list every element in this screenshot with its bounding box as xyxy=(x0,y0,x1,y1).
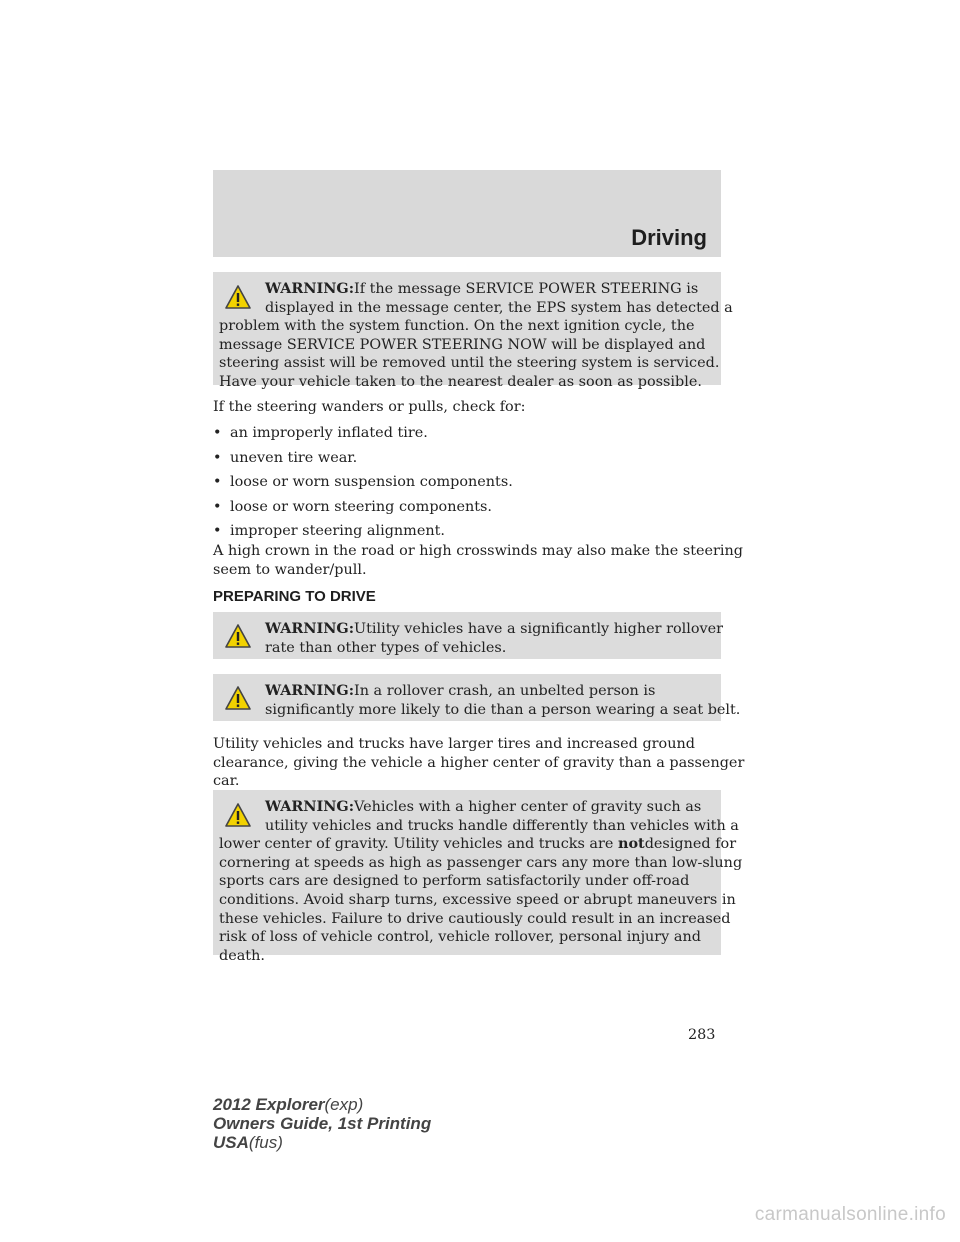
footer-guide: Owners Guide, 1st Printing xyxy=(213,1114,432,1133)
warning-triangle-icon xyxy=(224,284,252,310)
footer-market: USA xyxy=(213,1133,249,1152)
crown-paragraph: A high crown in the road or high crosswinds may also make the steering seem to wander/pull. xyxy=(213,543,744,578)
footer-model-code: (exp) xyxy=(324,1095,364,1114)
warning-first-line: WARNING:In a rollover crash, an unbelted person is xyxy=(265,682,656,699)
list-item: • an improperly inflated tire. xyxy=(213,425,428,441)
warning-triangle-icon xyxy=(224,685,252,711)
list-item: • improper steering alignment. xyxy=(213,523,445,539)
warning-label: WARNING: xyxy=(265,798,355,815)
warning-box-rollover-rate xyxy=(213,612,724,659)
list-item: • uneven tire wear. xyxy=(213,450,358,466)
warning-line: displayed in the message center, the EPS system has detected a xyxy=(265,299,733,316)
warning-label: WARNING: xyxy=(265,682,355,699)
warning-line: lower center of gravity. Utility vehicles and trucks are notdesigned for xyxy=(219,835,737,853)
section-header xyxy=(213,170,721,257)
warning-first-line: WARNING:Utility vehicles have a significantly higher rollover xyxy=(265,620,724,637)
check-intro: If the steering wanders or pulls, check for: xyxy=(213,399,526,415)
warning-line: sports cars are designed to perform satisfactorily under off-road xyxy=(219,873,690,890)
footer-market-code: (fus) xyxy=(248,1133,283,1152)
warning-line: Have your vehicle taken to the nearest dealer as soon as possible. xyxy=(219,373,702,390)
warning-line: message SERVICE POWER STEERING NOW will be displayed and xyxy=(219,336,706,353)
warning-label: WARNING: xyxy=(265,280,355,297)
footer-imprint xyxy=(213,1095,431,1152)
warning-label: WARNING: xyxy=(265,620,355,637)
warning-line: conditions. Avoid sharp turns, excessive speed or abrupt maneuvers in xyxy=(219,891,736,908)
warning-triangle-icon xyxy=(224,802,252,828)
warning-triangle-icon xyxy=(224,623,252,649)
page-number: 283 xyxy=(688,1027,716,1043)
list-item: • loose or worn suspension components. xyxy=(213,474,513,490)
warning-line: cornering at speeds as high as passenger cars any more than low-slung xyxy=(219,854,743,871)
list-item: • loose or worn steering components. xyxy=(213,499,493,515)
footer-model: 2012 Explorer xyxy=(213,1095,325,1114)
warning-line: problem with the system function. On the next ignition cycle, the xyxy=(219,318,695,335)
warning-box-center-of-gravity xyxy=(213,790,743,964)
warning-box-eps xyxy=(213,272,733,390)
warning-line: steering assist will be removed until the steering system is serviced. xyxy=(219,355,720,372)
warning-box-seat-belt xyxy=(213,674,741,721)
section-heading: PREPARING TO DRIVE xyxy=(213,588,376,605)
watermark: carmanualsonline.info xyxy=(754,1204,946,1225)
warning-line: death. xyxy=(219,947,265,964)
warning-line: these vehicles. Failure to drive cautiously could result in an increased xyxy=(219,910,731,927)
warning-line: utility vehicles and trucks handle differently than vehicles with a xyxy=(265,817,739,834)
warning-line: risk of loss of vehicle control, vehicle rollover, personal injury and xyxy=(219,929,701,946)
warning-first-line: WARNING:If the message SERVICE POWER STEERING is xyxy=(265,280,699,297)
warning-line: rate than other types of vehicles. xyxy=(265,639,507,656)
warning-first-line: WARNING:Vehicles with a higher center of gravity such as xyxy=(265,798,702,815)
warning-line: significantly more likely to die than a person wearing a seat belt. xyxy=(265,701,741,718)
section-title: Driving xyxy=(631,225,707,250)
utility-paragraph: Utility vehicles and trucks have larger tires and increased ground clearance, giving the vehicle a higher center of gravity than a passenger car. xyxy=(213,736,745,790)
